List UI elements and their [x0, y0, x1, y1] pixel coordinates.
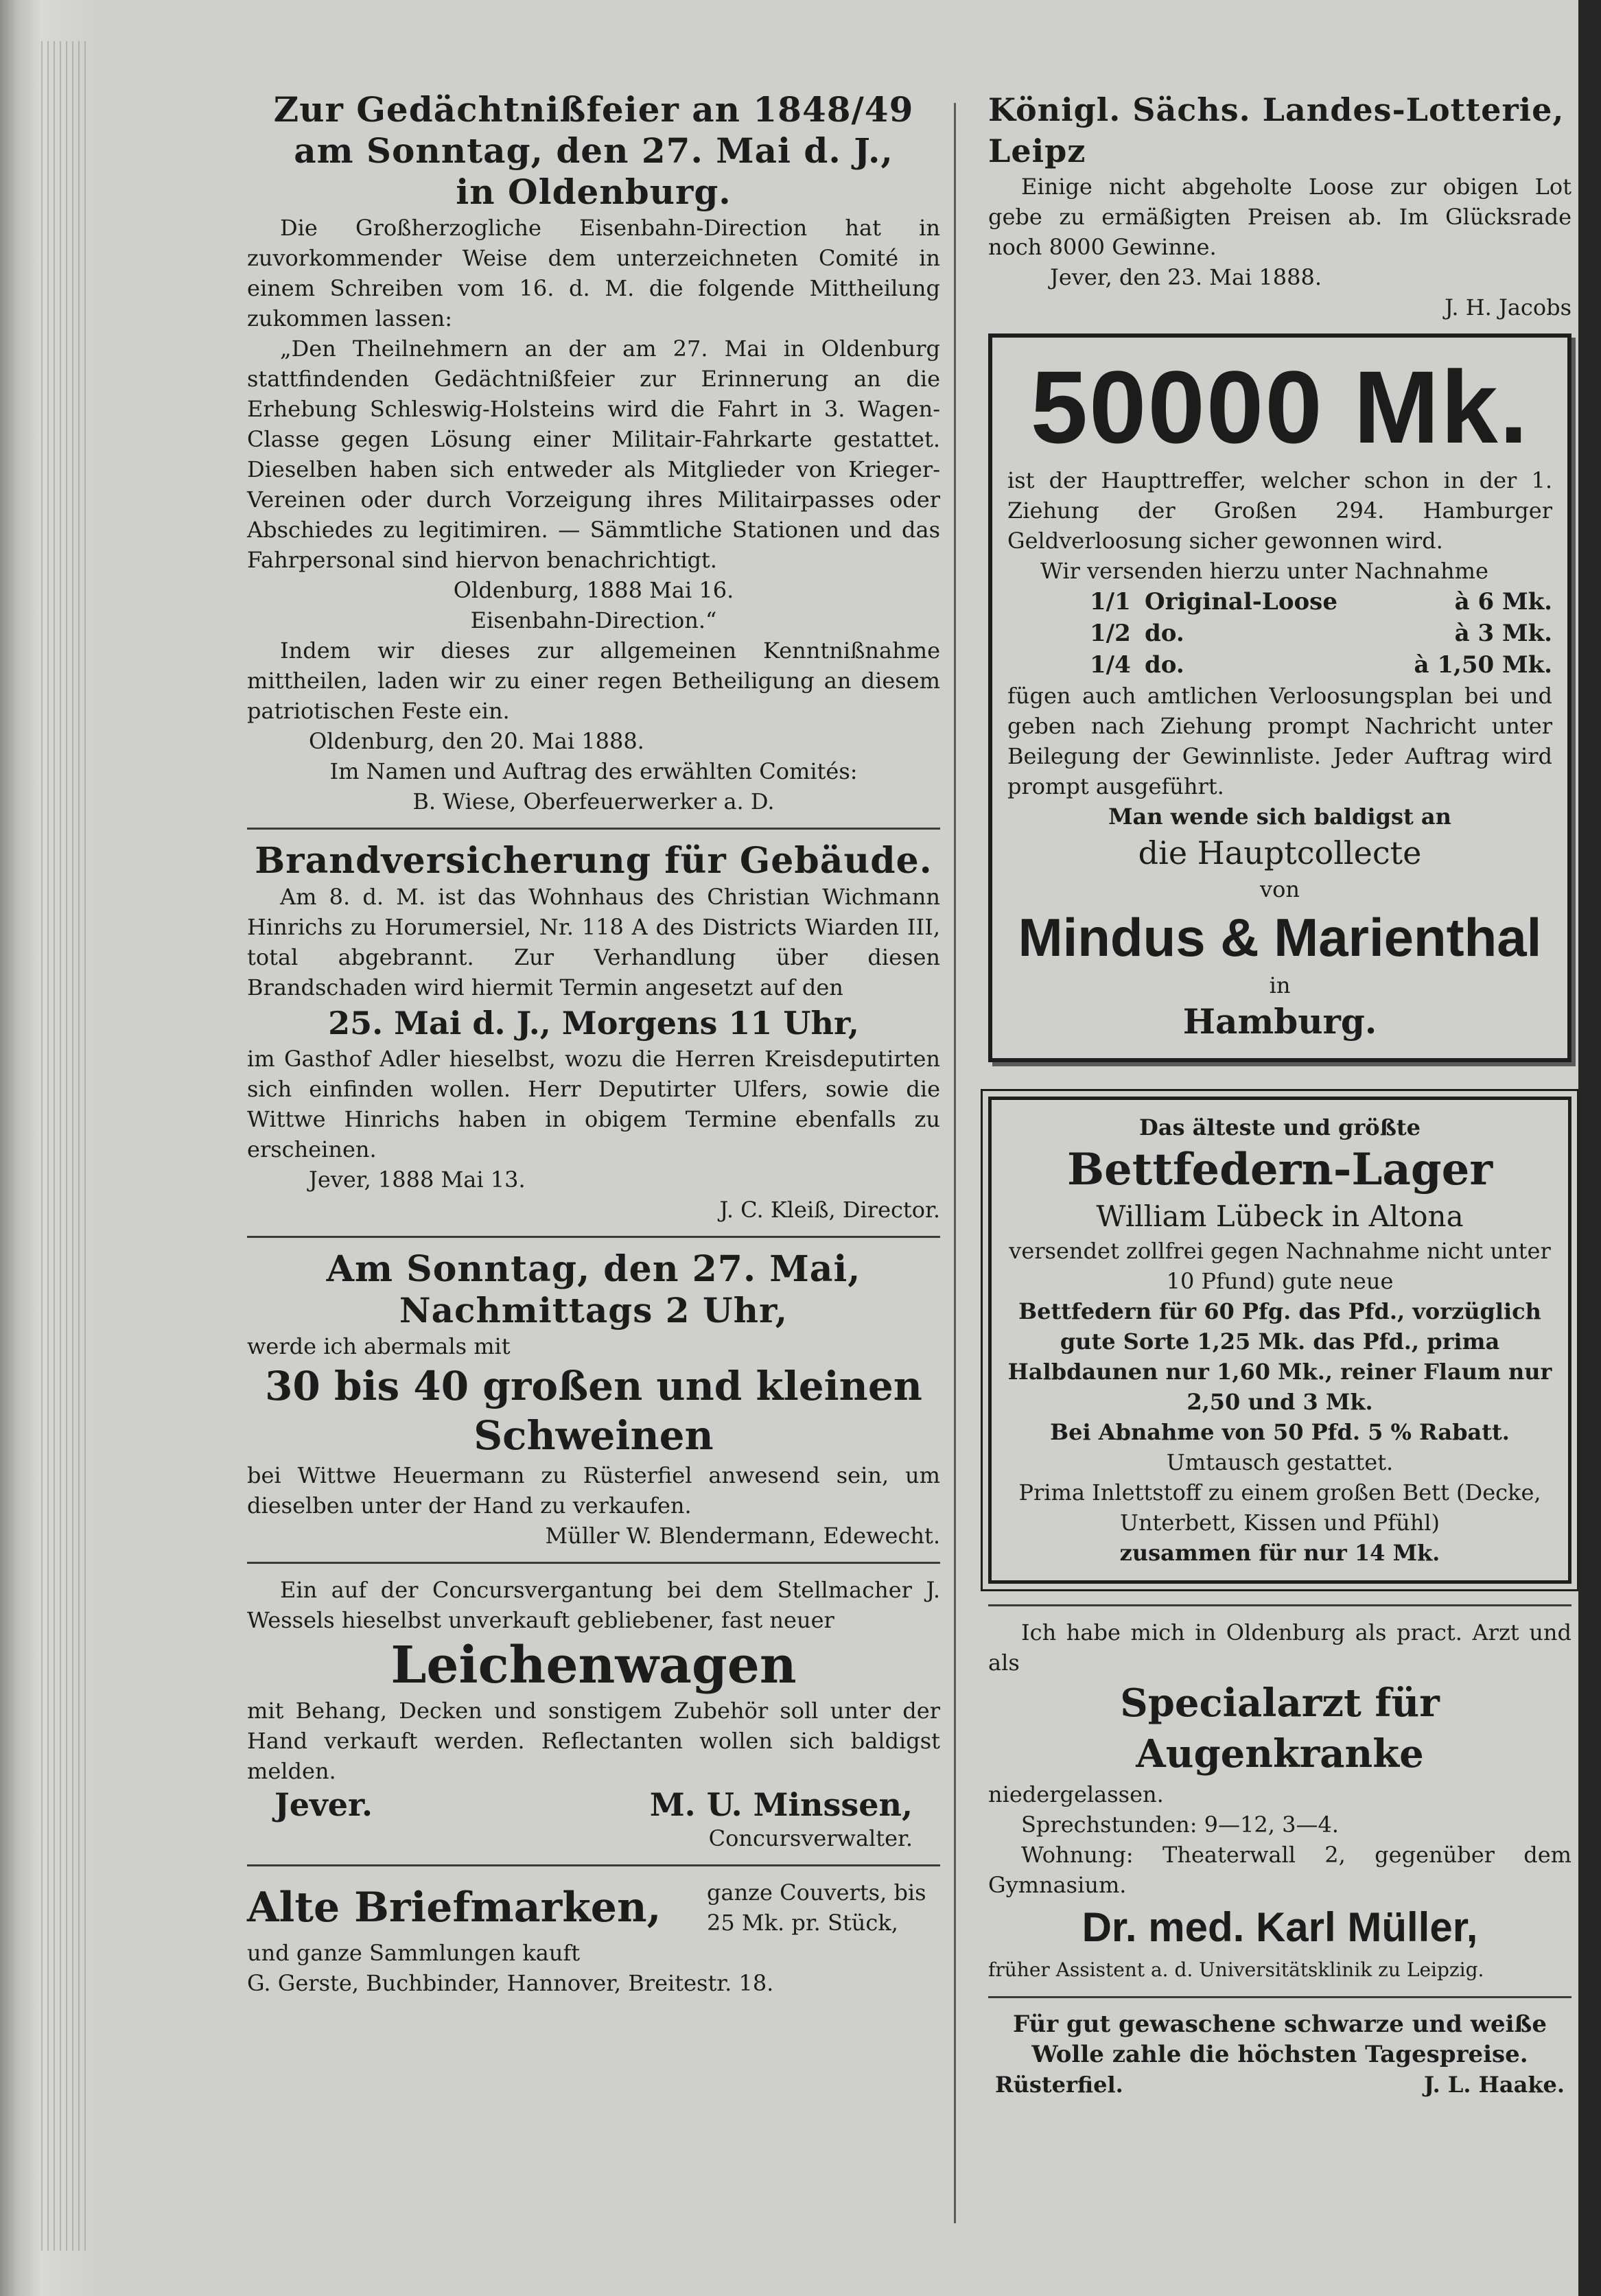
ad-footer [247, 1786, 940, 1823]
ad-separator [247, 1864, 940, 1866]
price-row [1007, 586, 1552, 618]
ad-line: Im Namen und Auftrag des erwählten Comités: [329, 758, 858, 784]
ad-intro: Die Großherzogliche Eisenbahn-Direction hat in zuvorkommender Weise dem unterzeichneten Comité in einem Schreiben vom 16. d. M. die folgende Mittheilung zukommen lassen: [247, 215, 940, 331]
ad-lotterie [988, 89, 1571, 323]
ad-text: zusammen für nur 14 Mk. [1119, 1540, 1440, 1566]
ad-place: Jever, 1888 Mai 13. [309, 1167, 526, 1193]
ad-separator [247, 1562, 940, 1564]
ad-header [247, 1877, 940, 1938]
scan-dark-edge [1578, 0, 1601, 2296]
ad-text: versendet zollfrei gegen Nachnahme nicht unter 10 Pfund) gute neue [1009, 1238, 1551, 1294]
price-value: à 1,50 Mk. [1414, 651, 1552, 679]
left-column [247, 89, 940, 1998]
page-edge [0, 0, 96, 2296]
ad-line: Man wende sich baldigst an [1108, 804, 1451, 830]
ad-title-line: am Sonntag, den 27. Mai d. J., [294, 130, 893, 171]
ad-footer [988, 2070, 1571, 2100]
ad-schweine [247, 1249, 940, 1551]
ad-text: werde ich abermals mit [247, 1333, 511, 1359]
price-value: à 3 Mk. [1454, 620, 1552, 647]
ad-place: Rüsterfiel. [995, 2072, 1123, 2098]
ad-text: Wir versenden hierzu unter Nachnahme [1040, 558, 1488, 584]
price-name: do. [1145, 620, 1184, 647]
ad-place: Jever. [274, 1786, 373, 1823]
ad-text: Prima Inlettstoff zu einem großen Bett (Decke, Unterbett, Kissen und Pfühl) [1018, 1479, 1541, 1536]
ad-text: Umtausch gestattet. [1166, 1449, 1394, 1475]
ad-city: Hamburg. [1182, 1001, 1377, 1042]
ad-leichenwagen [247, 1575, 940, 1853]
ad-title: Brandversicherung für Gebäude. [255, 840, 933, 882]
ad-signature: B. Wiese, Oberfeuerwerker a. D. [412, 788, 775, 815]
ad-bettfedern-box [988, 1097, 1571, 1584]
ad-headline: Leichenwagen [390, 1636, 797, 1695]
column-divider [954, 103, 956, 2223]
ad-signature: J. L. Haake. [1423, 2072, 1565, 2098]
ad-address: Wohnung: Theaterwall 2, gegenüber dem Gymnasium. [988, 1842, 1571, 1898]
price-name: do. [1145, 651, 1184, 679]
price-row [1007, 649, 1552, 681]
ad-line: von [1260, 876, 1300, 902]
price-value: à 6 Mk. [1454, 588, 1552, 616]
ad-text: Am 8. d. M. ist das Wohnhaus des Christian Wichmann Hinrichs zu Horumersiel, Nr. 118 A des Districts Wiarden III, total abgebrannt. Zur Verhandlung über diesen Brandschaden wird hiermit Termin angesetzt auf den [247, 884, 940, 1000]
ad-amount: 50000 Mk. [1030, 349, 1530, 465]
ad-signature: Müller W. Blendermann, Edewecht. [545, 1523, 940, 1549]
ad-big-line: 30 bis 40 großen und kleinen [265, 1363, 922, 1409]
ad-headline: Am Sonntag, den 27. Mai, [326, 1248, 861, 1290]
ad-text: ist der Haupttreffer, welcher schon in der 1. Ziehung der Großen 294. Hamburger Geldverloosung sicher gewonnen wird. [1007, 467, 1552, 554]
ad-sub: früher Assistent a. d. Universitätsklinik zu Leipzig. [988, 1958, 1484, 1981]
ad-place: Jever, den 23. Mai 1888. [1050, 264, 1322, 290]
ad-top-line: Das älteste und größte [1138, 1114, 1421, 1140]
ad-text: und ganze Sammlungen kauft [247, 1940, 581, 1966]
ad-text: Bei Abnahme von 50 Pfd. 5 % Rabatt. [1050, 1419, 1510, 1445]
ad-headline: Nachmittags 2 Uhr, [399, 1290, 788, 1331]
ad-wolle [988, 2009, 1571, 2100]
ad-text: Bettfedern für 60 Pfg. das Pfd., vorzüglich gute Sorte 1,25 Mk. das Pfd., prima Halbdaunen nur 1,60 Mk., reiner Flaum nur 2,50 und 3 Mk. [1007, 1298, 1552, 1415]
ad-text: im Gasthof Adler hieselbst, wozu die Herren Kreisdeputirten sich einfinden wollen. Herr Deputirter Ulfers, sowie die Wittwe Hinrichs haben in obigem Termine ebenfalls zu erscheinen. [247, 1046, 940, 1162]
ad-signature: J. C. Kleiß, Director. [719, 1197, 940, 1223]
ad-firm: William Lübeck in Altona [1096, 1199, 1464, 1233]
ad-augenarzt [988, 1617, 1571, 1985]
price-fraction: 1/2 [1090, 620, 1131, 647]
ad-separator [988, 1996, 1571, 1998]
page-edge-lines [41, 41, 89, 2251]
ad-hours: Sprechstunden: 9—12, 3—4. [1021, 1812, 1339, 1838]
quote-sign: Eisenbahn-Direction.“ [470, 607, 717, 633]
ad-line: die Hauptcollecte [1138, 834, 1422, 871]
quote-place: Oldenburg, 1888 Mai 16. [453, 577, 734, 603]
ad-signature-role: Concursverwalter. [708, 1825, 913, 1851]
ad-signature: J. H. Jacobs [1445, 294, 1571, 320]
ad-quote: „Den Theilnehmern an der am 27. Mai in Oldenburg stattfindenden Gedächtnißfeier zur Erinnerung an die Erhebung Schleswig-Holsteins wird die Fahrt in 3. Wagen-Classe gegen Lösung einer Militair-Fahrkarte gestattet. Dieselben haben sich entweder als Mitglieder von Krieger-Vereinen oder durch Vorzeigung ihres Militairpasses oder Abschiedes zu legitimiren. — Sämmtliche Stationen und das Fahrpersonal sind hiervon benachrichtigt. [247, 336, 940, 573]
ad-text: Ich habe mich in Oldenburg als pract. Arzt und als [988, 1619, 1571, 1676]
ad-doctor-name: Dr. med. Karl Müller, [1082, 1904, 1478, 1950]
ad-line: in [1269, 972, 1291, 998]
ad-headline: Alte Briefmarken, [247, 1884, 662, 1932]
ad-signature: G. Gerste, Buchbinder, Hannover, Breitestr. 18. [247, 1970, 774, 1996]
ad-text: Indem wir dieses zur allgemeinen Kenntnißnahme mittheilen, laden wir zu einer regen Betheiligung an diesem patriotischen Feste ein. [247, 637, 940, 724]
ad-separator [988, 1604, 1571, 1606]
ad-separator [247, 828, 940, 830]
price-name: Original-Loose [1145, 588, 1337, 616]
ad-text: Für gut gewaschene schwarze und weiße Wolle zahle die höchsten Tagespreise. [1012, 2011, 1547, 2068]
ad-briefmarken [247, 1877, 940, 1998]
ad-text: fügen auch amtlichen Verloosungsplan bei und geben nach Ziehung prompt Nachricht unter Beilegung der Gewinnliste. Jeder Auftrag wird prompt ausgeführt. [1007, 683, 1552, 799]
ad-big-line: Schweinen [474, 1412, 714, 1459]
price-fraction: 1/4 [1090, 651, 1131, 679]
ad-text: Ein auf der Concursvergantung bei dem Stellmacher J. Wessels hieselbst unverkauft gebliebener, fast neuer [247, 1577, 940, 1633]
ad-text: niedergelassen. [988, 1781, 1164, 1807]
ad-headline: Bettfedern-Lager [1066, 1144, 1493, 1195]
right-column [988, 89, 1571, 2100]
ad-title-line: in Oldenburg. [456, 172, 732, 212]
ad-separator [247, 1236, 940, 1238]
ad-title-line: Zur Gedächtnißfeier an 1848/49 [273, 89, 914, 130]
ad-title: Königl. Sächs. Landes-Lotterie, Leipz [988, 91, 1565, 169]
ad-firm: Mindus & Marienthal [1018, 907, 1542, 968]
ad-gedaechtnisfeier [247, 89, 940, 817]
price-row [1007, 618, 1552, 649]
ad-text: bei Wittwe Heuermann zu Rüsterfiel anwesend sein, um dieselben unter der Hand zu verkaufen. [247, 1462, 940, 1519]
ad-headline: Specialarzt für Augenkranke [1120, 1680, 1440, 1777]
price-fraction: 1/1 [1090, 588, 1131, 616]
ad-brandversicherung [247, 841, 940, 1225]
ad-date-line: 25. Mai d. J., Morgens 11 Uhr, [328, 1005, 859, 1042]
ad-text: mit Behang, Decken und sonstigem Zubehör soll unter der Hand verkauft werden. Reflectanten wollen sich baldigst melden. [247, 1698, 940, 1784]
ad-side-text: ganze Couverts, bis 25 Mk. pr. Stück, [707, 1879, 926, 1936]
ad-geldverloosung-box [988, 333, 1571, 1062]
ad-signature: M. U. Minssen, [649, 1786, 913, 1823]
ad-place: Oldenburg, den 20. Mai 1888. [309, 728, 644, 754]
ad-text: Einige nicht abgeholte Loose zur obigen Lot gebe zu ermäßigten Preisen ab. Im Glücksrade noch 8000 Gewinne. [988, 174, 1571, 260]
